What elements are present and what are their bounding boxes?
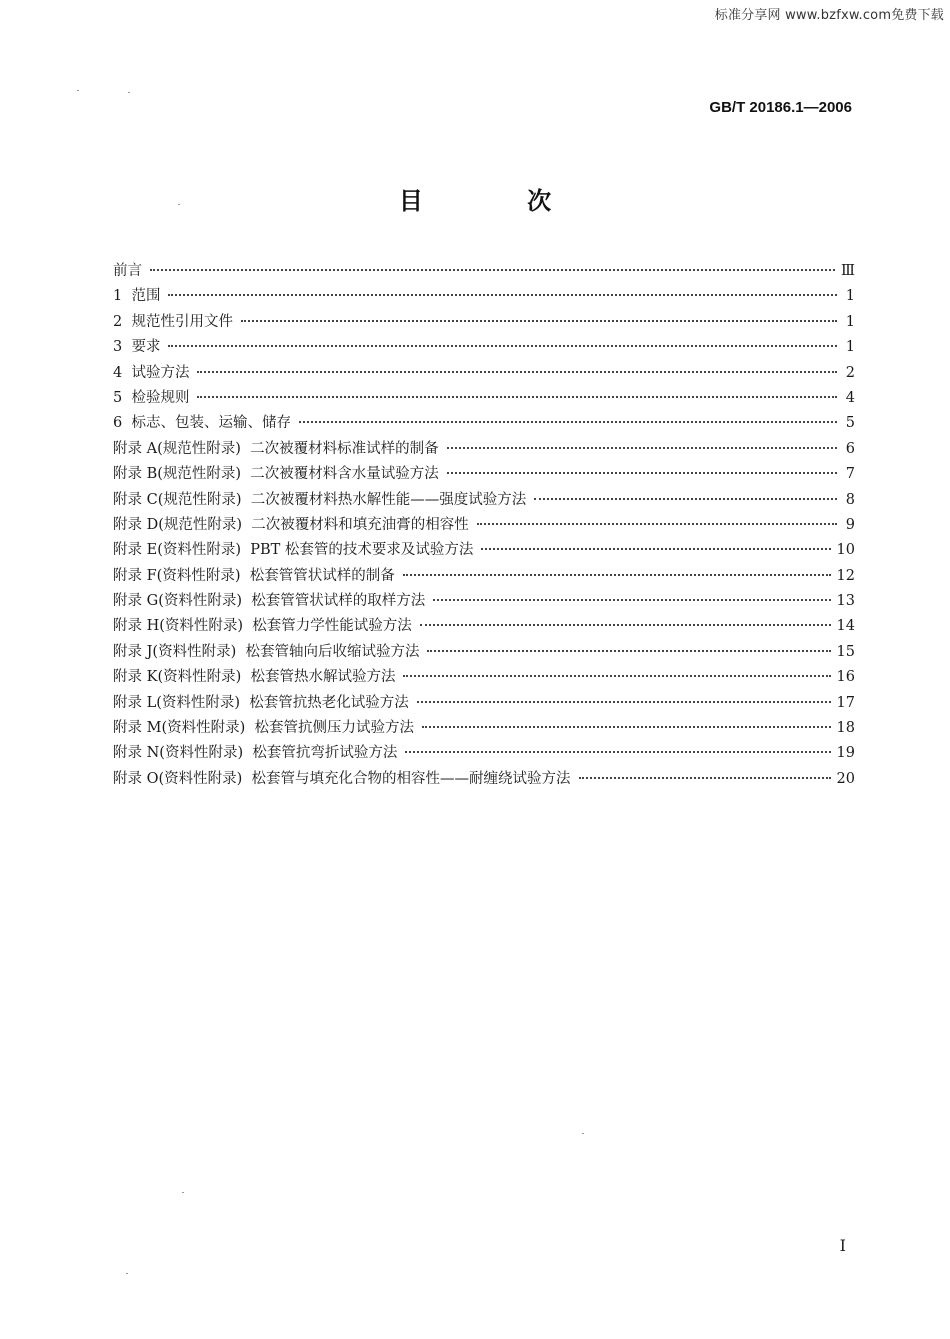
toc-page-number: 7 (845, 466, 855, 483)
toc-entry-foreword[interactable] (113, 259, 855, 284)
toc-entry-label: 附录 N(资料性附录) 松套管抗弯折试验方法 (113, 745, 398, 762)
toc-entry-requirements[interactable] (113, 335, 855, 360)
toc-entry-label: 附录 J(资料性附录) 松套管轴向后收缩试验方法 (113, 643, 420, 660)
dot-leader (433, 599, 830, 601)
toc-page-number: 1 (845, 288, 855, 305)
toc-page-number: 1 (845, 339, 855, 356)
toc-page-number: 16 (836, 669, 855, 686)
site-watermark: 标准分享网 www.bzfxw.com免费下载 (714, 8, 944, 23)
dot-leader (579, 777, 831, 779)
toc-page-number: 6 (845, 440, 855, 457)
toc-page-number: Ⅲ (841, 263, 855, 279)
scan-speck (128, 92, 130, 93)
toc-entry-marking-packaging[interactable] (113, 411, 855, 436)
toc-entry-label: 附录 C(规范性附录) 二次被覆材料热水解性能——强度试验方法 (113, 491, 527, 508)
toc-page-number: 20 (836, 770, 855, 787)
toc-entry-annex-h[interactable] (113, 614, 855, 639)
dot-leader (427, 650, 830, 652)
toc-page-number: 18 (836, 720, 855, 737)
dot-leader (534, 498, 837, 500)
toc-entry-annex-c[interactable] (113, 488, 855, 513)
toc-entry-label: 附录 E(资料性附录) PBT 松套管的技术要求及试验方法 (113, 542, 474, 559)
dot-leader (168, 345, 837, 347)
toc-page-number: 2 (845, 364, 855, 381)
scan-speck (178, 204, 180, 205)
toc-page-number: 15 (836, 643, 855, 660)
toc-entry-label: 1 范围 (113, 288, 161, 305)
dot-leader (197, 371, 837, 373)
dot-leader (447, 472, 837, 474)
toc-entry-test-methods[interactable] (113, 361, 855, 386)
dot-leader (481, 548, 830, 550)
toc-page-number: 13 (836, 593, 855, 610)
toc-entry-label: 附录 K(资料性附录) 松套管热水解试验方法 (113, 669, 396, 686)
toc-entry-annex-b[interactable] (113, 462, 855, 487)
scan-speck (77, 90, 79, 91)
dot-leader (197, 396, 837, 398)
toc-entry-label: 附录 G(资料性附录) 松套管管状试样的取样方法 (113, 593, 426, 610)
toc-entry-label: 附录 L(资料性附录) 松套管抗热老化试验方法 (113, 694, 409, 711)
dot-leader (150, 269, 835, 271)
toc-entry-annex-n[interactable] (113, 741, 855, 766)
dot-leader (447, 447, 837, 449)
toc-page-number: 14 (836, 618, 855, 635)
scan-speck (182, 1192, 184, 1193)
toc-entry-label: 附录 B(规范性附录) 二次被覆材料含水量试验方法 (113, 466, 439, 483)
toc-entry-label: 附录 A(规范性附录) 二次被覆材料标准试样的制备 (113, 440, 439, 457)
toc-entry-annex-e[interactable] (113, 538, 855, 563)
dot-leader (299, 421, 837, 423)
dot-leader (241, 320, 837, 322)
dot-leader (477, 523, 837, 525)
toc-entry-inspection-rules[interactable] (113, 386, 855, 411)
toc-page-number: 5 (845, 415, 855, 432)
toc-entry-label: 5 检验规则 (113, 389, 190, 406)
toc-entry-scope[interactable] (113, 284, 855, 309)
toc-page-number: 12 (836, 567, 855, 584)
toc-page-number: 10 (836, 542, 855, 559)
dot-leader (403, 675, 830, 677)
toc-entry-annex-m[interactable] (113, 716, 855, 741)
toc-entry-label: 4 试验方法 (113, 364, 190, 381)
toc-entry-annex-f[interactable] (113, 564, 855, 589)
table-of-contents (113, 259, 855, 792)
toc-page-number: 9 (845, 516, 855, 533)
toc-entry-label: 附录 H(资料性附录) 松套管力学性能试验方法 (113, 618, 412, 635)
page-title: 目 次 (398, 187, 600, 215)
toc-entry-annex-d[interactable] (113, 513, 855, 538)
dot-leader (405, 751, 830, 753)
dot-leader (420, 624, 831, 626)
dot-leader (417, 701, 831, 703)
toc-entry-label: 6 标志、包装、运输、储存 (113, 415, 291, 432)
standard-number: GB/T 20186.1—2006 (709, 99, 852, 116)
scan-speck (126, 1273, 128, 1274)
scan-speck (582, 1133, 584, 1134)
toc-entry-annex-j[interactable] (113, 640, 855, 665)
dot-leader (403, 574, 831, 576)
page-number: I (839, 1236, 846, 1255)
dot-leader (422, 726, 831, 728)
toc-page-number: 19 (836, 745, 855, 762)
toc-page-number: 8 (845, 491, 855, 508)
toc-page-number: 1 (845, 313, 855, 330)
toc-page-number: 4 (845, 389, 855, 406)
toc-entry-annex-l[interactable] (113, 691, 855, 716)
toc-entry-label: 3 要求 (113, 339, 161, 356)
toc-entry-label: 2 规范性引用文件 (113, 313, 233, 330)
dot-leader (168, 294, 837, 296)
toc-entry-annex-g[interactable] (113, 589, 855, 614)
toc-entry-label: 附录 D(规范性附录) 二次被覆材料和填充油膏的相容性 (113, 516, 469, 533)
toc-entry-normative-references[interactable] (113, 310, 855, 335)
toc-entry-annex-o[interactable] (113, 767, 855, 792)
toc-entry-annex-a[interactable] (113, 437, 855, 462)
toc-entry-label: 前言 (113, 263, 142, 279)
toc-entry-label: 附录 F(资料性附录) 松套管管状试样的制备 (113, 567, 395, 584)
toc-entry-annex-k[interactable] (113, 665, 855, 690)
toc-entry-label: 附录 M(资料性附录) 松套管抗侧压力试验方法 (113, 720, 414, 737)
toc-entry-label: 附录 O(资料性附录) 松套管与填充化合物的相容性——耐缠绕试验方法 (113, 770, 571, 787)
toc-page-number: 17 (836, 694, 855, 711)
